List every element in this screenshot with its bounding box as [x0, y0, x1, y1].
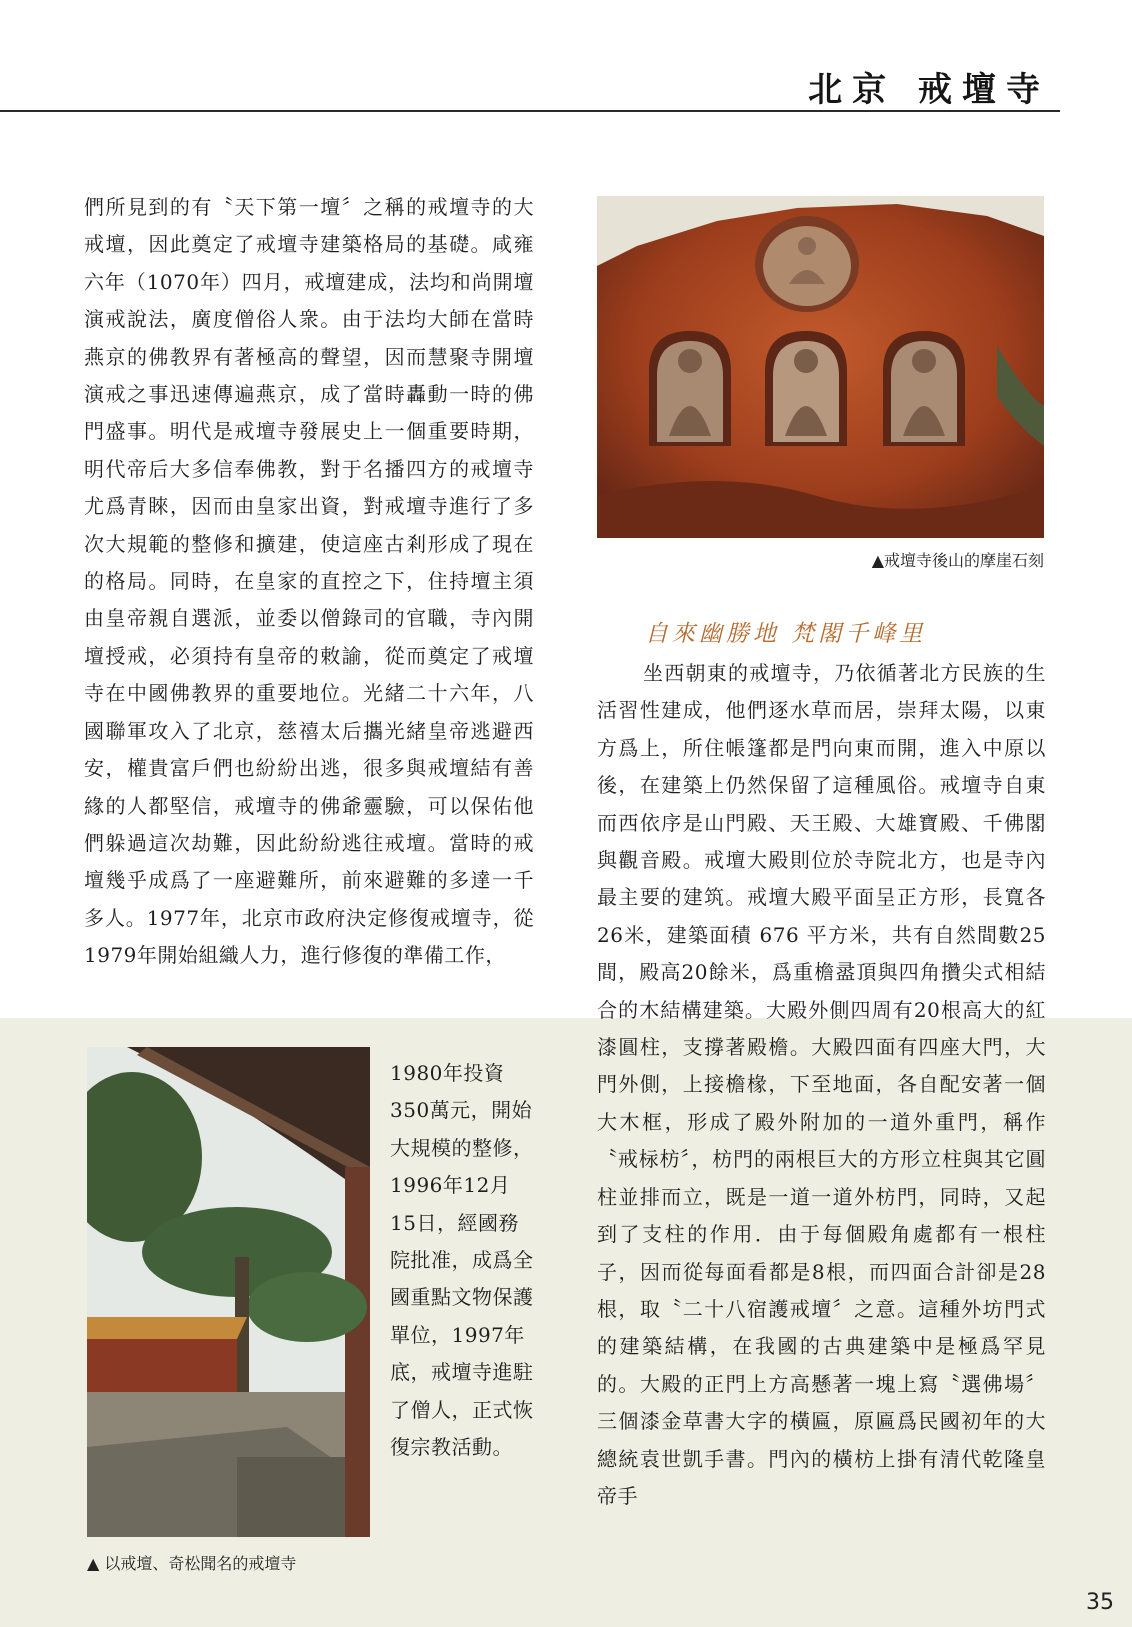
header-rule: [0, 110, 1060, 112]
temple-pine-photo: [87, 1047, 370, 1537]
rock-carving-caption: ▲戒壇寺後山的摩崖石刻: [871, 551, 1044, 570]
cliff-carving-illustration: [597, 196, 1044, 538]
page-number: 35: [1086, 1590, 1114, 1615]
section-heading: 自來幽勝地 梵閣千峰里: [645, 621, 927, 647]
temple-photo-caption: ▲ 以戒壇、奇松聞名的戒壇寺: [87, 1554, 297, 1573]
right-paragraph: 坐西朝東的戒壇寺，乃依循著北方民族的生活習性建成，他們逐水草而居，崇拜太陽，以東方爲上，所住帳篷都是門向東而開，進入中原以後，在建築上仍然保留了這種風俗。戒壇寺自東而西依序是山門殿、天王殿、大雄寶殿、千佛閣與觀音殿。戒壇大殿則位於寺院北方，也是寺內最主要的建筑。戒壇大殿平面呈正方形，長寬各 26米，建築面積 676 平方米，共有自然間數25間，殿高20餘米，爲重檐盝頂與四角攢尖式相結合的木結構建築。大殿外側四周有20根高大的紅漆圓柱，支撐著殿檐。大殿四面有四座大門，大門外側，上接檐椽，下至地面，各自配安著一個大木框，形成了殿外附加的一道外重門，稱作〝戒柡枋〞，枋門的兩根巨大的方形立柱與其它圓柱並排而立，既是一道一道外枋門，同時，又起到了支柱的作用．由于每個殿角處都有一根柱子，因而從每面看都是8根，而四面合計卻是28根，取〝二十八宿護戒壇〞之意。這種外坊門式的建築結構，在我國的古典建築中是極爲罕見的。大殿的正門上方高懸著一塊上寫〝選佛場〞三個漆金草書大字的橫匾，原匾爲民國初年的大總統袁世凱手書。門內的橫枋上掛有清代乾隆皇帝手: [597, 661, 1046, 1508]
left-paragraph: 們所見到的有〝天下第一壇〞之稱的戒壇寺的大戒壇，因此奠定了戒壇寺建築格局的基礎。咸雍六年（1070年）四月，戒壇建成，法均和尚開壇演戒說法，廣度僧俗人衆。由于法均大師在當時燕京的佛教界有著極高的聲望，因而慧聚寺開壇演戒之事迅速傳遍燕京，成了當時轟動一時的佛門盛事。明代是戒壇寺發展史上一個重要時期，明代帝后大多信奉佛教，對于名播四方的戒壇寺尤爲青睞，因而由皇家出資，對戒壇寺進行了多次大規範的整修和擴建，使這座古剎形成了現在的格局。同時，在皇家的直控之下，住持壇主須由皇帝親自選派，並委以僧錄司的官職，寺內開壇授戒，必須持有皇帝的敕諭，從而奠定了戒壇寺在中國佛教界的重要地位。光緒二十六年，八國聯軍攻入了北京，慈禧太后攜光緒皇帝逃避西安，權貴富戶們也紛紛出逃，很多與戒壇結有善緣的人都堅信，戒壇寺的佛爺靈驗，可以保佑他們躲過這次劫難，因此紛紛逃往戒壇。當時的戒壇幾乎成爲了一座避難所，前來避難的多達一千多人。1977年，北京市政府決定修復戒壇寺，從1979年開始組織人力，進行修復的準備工作，: [84, 195, 534, 968]
narrow-column-text: [390, 1055, 535, 1466]
temple-pine-illustration: [87, 1047, 370, 1537]
left-column-text: [84, 189, 534, 975]
header-title: 北京 戒壇寺: [808, 70, 1050, 110]
right-column-text: [597, 655, 1046, 1515]
cliff-carving-photo: [597, 196, 1044, 538]
narrow-paragraph: 1980年投資350萬元，開始大規模的整修，1996年12月15日，經國務院批准，成爲全國重點文物保護單位，1997年底，戒壇寺進駐了僧人，正式恢復宗教活動。: [390, 1061, 534, 1460]
